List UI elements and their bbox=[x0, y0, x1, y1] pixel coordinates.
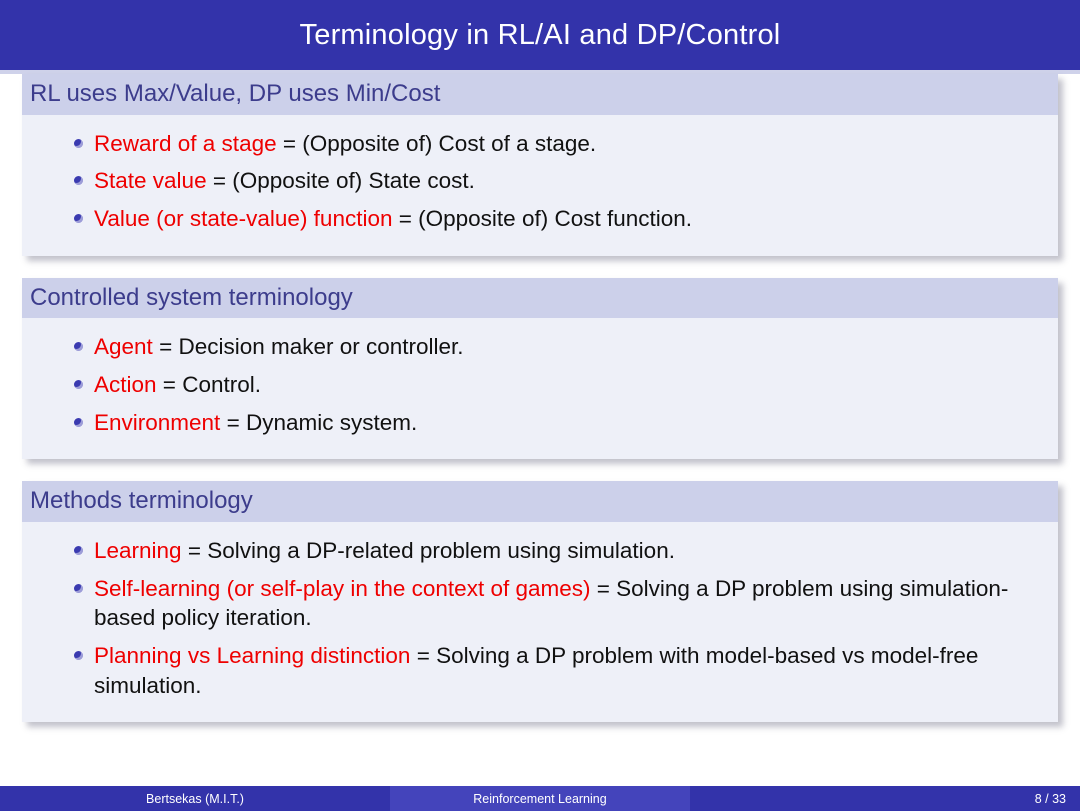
block-rl-max-value bbox=[22, 74, 1058, 256]
bullet-list bbox=[32, 129, 1048, 234]
list-item bbox=[32, 641, 1048, 700]
block-methods-terminology bbox=[22, 481, 1058, 722]
footer-author: Bertsekas (M.I.T.) bbox=[0, 786, 390, 811]
bullet-icon bbox=[74, 214, 83, 223]
slide-content bbox=[0, 74, 1080, 782]
bullet-icon bbox=[74, 546, 83, 555]
list-item bbox=[32, 408, 1048, 438]
item-term: Environment bbox=[94, 409, 221, 435]
footer-page-number: 8 / 33 bbox=[690, 786, 1080, 811]
item-rest: = (Opposite of) Cost function. bbox=[392, 205, 693, 231]
block-heading: Methods terminology bbox=[22, 481, 1058, 522]
bullet-icon bbox=[74, 380, 83, 389]
item-rest: = Decision maker or controller. bbox=[152, 334, 464, 360]
footer-subject: Reinforcement Learning bbox=[390, 786, 690, 811]
item-term: Planning vs Learning distinction bbox=[94, 642, 411, 668]
page-title: Terminology in RL/AI and DP/Control bbox=[299, 18, 781, 51]
block-body bbox=[22, 115, 1058, 256]
list-item bbox=[32, 574, 1048, 633]
block-body bbox=[22, 318, 1058, 459]
list-item bbox=[32, 204, 1048, 234]
bullet-icon bbox=[74, 651, 83, 660]
item-rest: = Solving a DP problem using simulation-based policy iteration. bbox=[94, 575, 1009, 631]
list-item bbox=[32, 332, 1048, 362]
bullet-icon bbox=[74, 418, 83, 427]
list-item bbox=[32, 129, 1048, 159]
bullet-icon bbox=[74, 584, 83, 593]
block-heading: Controlled system terminology bbox=[22, 278, 1058, 319]
list-item bbox=[32, 370, 1048, 400]
bullet-icon bbox=[74, 176, 83, 185]
item-rest: = Solving a DP-related problem using simulation. bbox=[181, 537, 675, 563]
item-rest: = Solving a DP problem with model-based vs model-free simulation. bbox=[94, 642, 979, 698]
item-rest: = (Opposite of) Cost of a stage. bbox=[276, 130, 597, 156]
slide-footer bbox=[0, 786, 1080, 811]
item-rest: = Dynamic system. bbox=[220, 409, 418, 435]
bullet-icon bbox=[74, 342, 83, 351]
list-item bbox=[32, 536, 1048, 566]
bullet-list bbox=[32, 536, 1048, 700]
item-term: Action bbox=[94, 371, 157, 397]
item-term: Self-learning (or self-play in the context of games) bbox=[94, 575, 591, 601]
item-rest: = Control. bbox=[156, 371, 261, 397]
item-rest: = (Opposite of) State cost. bbox=[206, 168, 475, 194]
bullet-icon bbox=[74, 139, 83, 148]
item-term: Agent bbox=[94, 334, 153, 360]
block-body bbox=[22, 522, 1058, 722]
item-term: Value (or state-value) function bbox=[94, 205, 393, 231]
block-heading: RL uses Max/Value, DP uses Min/Cost bbox=[22, 74, 1058, 115]
item-term: Reward of a stage bbox=[94, 130, 277, 156]
list-item bbox=[32, 166, 1048, 196]
item-term: Learning bbox=[94, 537, 182, 563]
slide-title-bar bbox=[0, 0, 1080, 70]
bullet-list bbox=[32, 332, 1048, 437]
block-controlled-system-terminology bbox=[22, 278, 1058, 460]
item-term: State value bbox=[94, 168, 207, 194]
